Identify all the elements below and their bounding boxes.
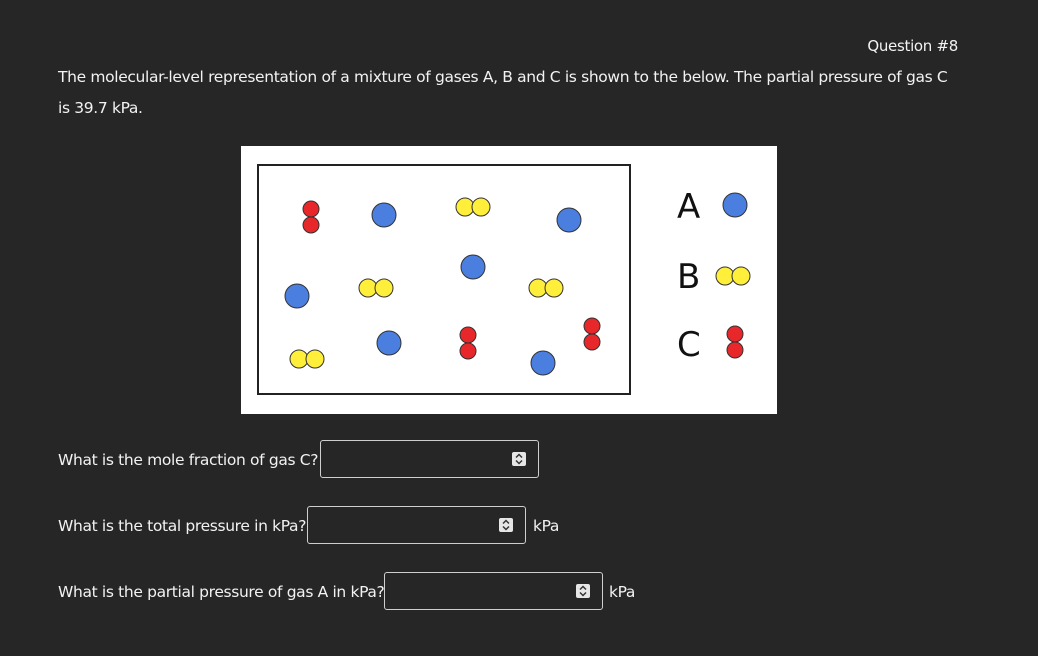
spinner-icon[interactable] (499, 518, 513, 532)
partial-pressure-a-unit: kPa (609, 583, 636, 601)
legend-letter-c: C (677, 325, 701, 365)
gas-a-molecule (531, 351, 555, 375)
gas-a-molecule (372, 203, 396, 227)
legend (677, 187, 750, 365)
spinner-icon[interactable] (576, 584, 590, 598)
total-pressure-unit: kPa (533, 517, 560, 535)
partial-pressure-a-input[interactable] (389, 577, 572, 605)
total-pressure-field[interactable] (307, 506, 526, 544)
gas-a-molecule (461, 255, 485, 279)
total-pressure-label: What is the total pressure in kPa? (58, 517, 307, 535)
total-pressure-input[interactable] (312, 511, 495, 539)
partial-pressure-a-field[interactable] (384, 572, 603, 610)
question-prompt: The molecular-level representation of a mixture of gases A, B and C is shown to the below. The partial pressure of gas C is 39.7 kPa. (58, 68, 948, 117)
mole-fraction-input[interactable] (325, 445, 508, 473)
molecular-diagram-svg (241, 146, 777, 414)
spinner-icon[interactable] (512, 452, 526, 466)
mole-fraction-label: What is the mole fraction of gas C? (58, 451, 319, 469)
molecular-diagram (241, 146, 777, 414)
gas-a-molecule (557, 208, 581, 232)
question-number: Question #8 (867, 37, 958, 55)
legend-c-icon (727, 326, 743, 358)
legend-letter-b: B (677, 257, 701, 297)
mole-fraction-field[interactable] (320, 440, 539, 478)
partial-pressure-a-label: What is the partial pressure of gas A in kPa? (58, 583, 385, 601)
gas-a-molecule (377, 331, 401, 355)
gas-a-molecule (285, 284, 309, 308)
legend-letter-a: A (677, 187, 701, 227)
legend-b-icon (716, 267, 750, 285)
legend-a-icon (723, 193, 747, 217)
